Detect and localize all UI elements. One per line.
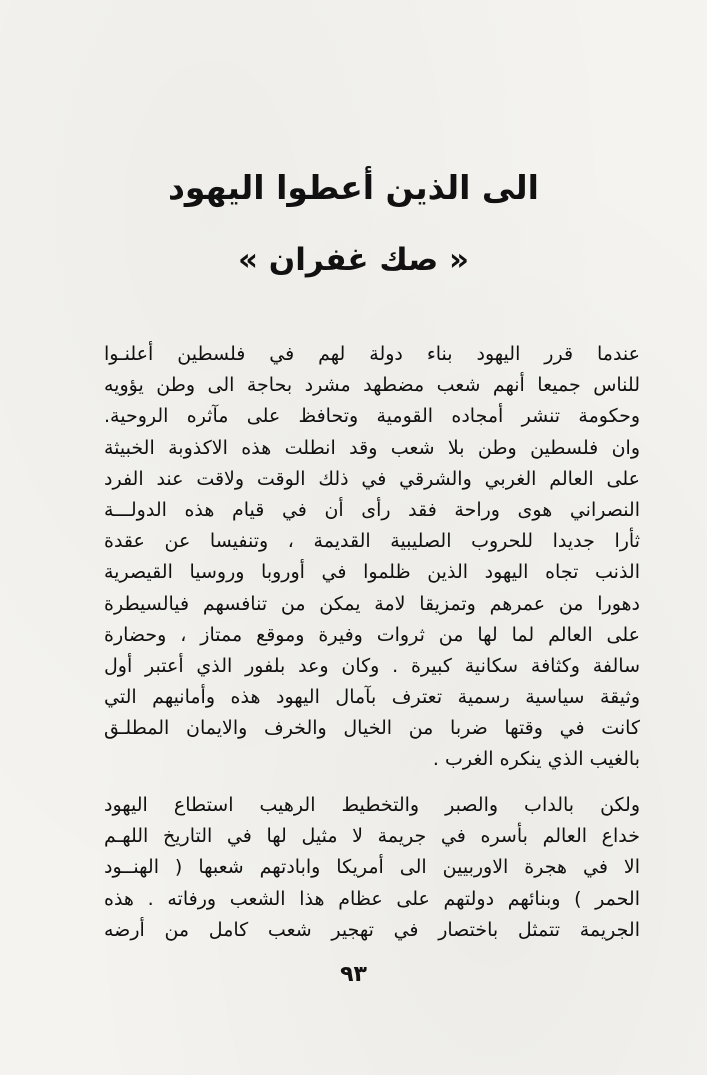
text-line: الذنب تجاه اليهود الذين ظلموا في أوروبا وروسيا القيصرية (104, 561, 640, 584)
text-line: وان فلسطين وطن بلا شعب وقد انطلت هذه الاكذوبة الخبيثة (104, 436, 640, 459)
text-line: على العالم لما لها من ثروات وفيرة وموقع ممتاز ، وحضارة (104, 623, 640, 646)
text-line: ثأرا جديدا للحروب الصليبية القديمة ، وتنفيسا عن عقدة (104, 530, 640, 553)
text-line: الحمر ) وبنائهم دولتهم على عظام هذا الشعب ورفاته . هذه (104, 887, 640, 910)
text-line: دهورا من عمرهم وتمزيقا لامة يمكن من تنافسهم فيالسيطرة (104, 592, 640, 615)
text-line: على العالم الغربي والشرقي في ذلك الوقت ولاقت عند الفرد (104, 467, 640, 490)
page-number: ٩٣ (340, 962, 367, 987)
text-line: خداع العالم بأسره في جريمة لا مثيل لها في التاريخ اللهـم (104, 825, 640, 848)
text-line: وحكومة تنشر أمجاده القومية وتحافظ على مآثره الروحية. (104, 405, 640, 428)
text-line: سالفة وكثافة سكانية كبيرة . وكان وعد بلفور الذي أعتبر أول (104, 654, 640, 677)
paragraph-1 (104, 339, 640, 776)
text-line: وثيقة سياسية رسمية تعترف بآمال اليهود هذه وأمانيهم التي (104, 686, 640, 709)
text-line: الجريمة تتمثل باختصار في تهجير شعب كامل من أرضه (104, 918, 640, 941)
text-line: كانت في وقتها ضربا من الخيال والخرف والايمان المطلـق (104, 717, 640, 740)
text-line: للناس جميعا أنهم شعب مضطهد مشرد بحاجة الى وطن يؤويه (104, 374, 640, 397)
page-title: الى الذين أعطوا اليهود (168, 168, 539, 207)
text-line: عندما قرر اليهود بناء دولة لهم في فلسطين أعلنـوا (104, 343, 640, 365)
text-line: النصراني هوى وراحة فقد رأى أن في قيام هذه الدولـــة (104, 498, 640, 521)
text-line: بالغيب الذي ينكره الغرب . (432, 748, 640, 771)
paragraph-2 (104, 790, 640, 946)
text-line: الا في هجرة الاوربيين الى أمريكا وابادتهم شعبها ( الهنــود (104, 856, 640, 879)
text-line: ولكن بالداب والصبر والتخطيط الرهيب استطاع اليهود (104, 794, 640, 816)
page-subtitle: « صك غفران » (237, 242, 470, 278)
